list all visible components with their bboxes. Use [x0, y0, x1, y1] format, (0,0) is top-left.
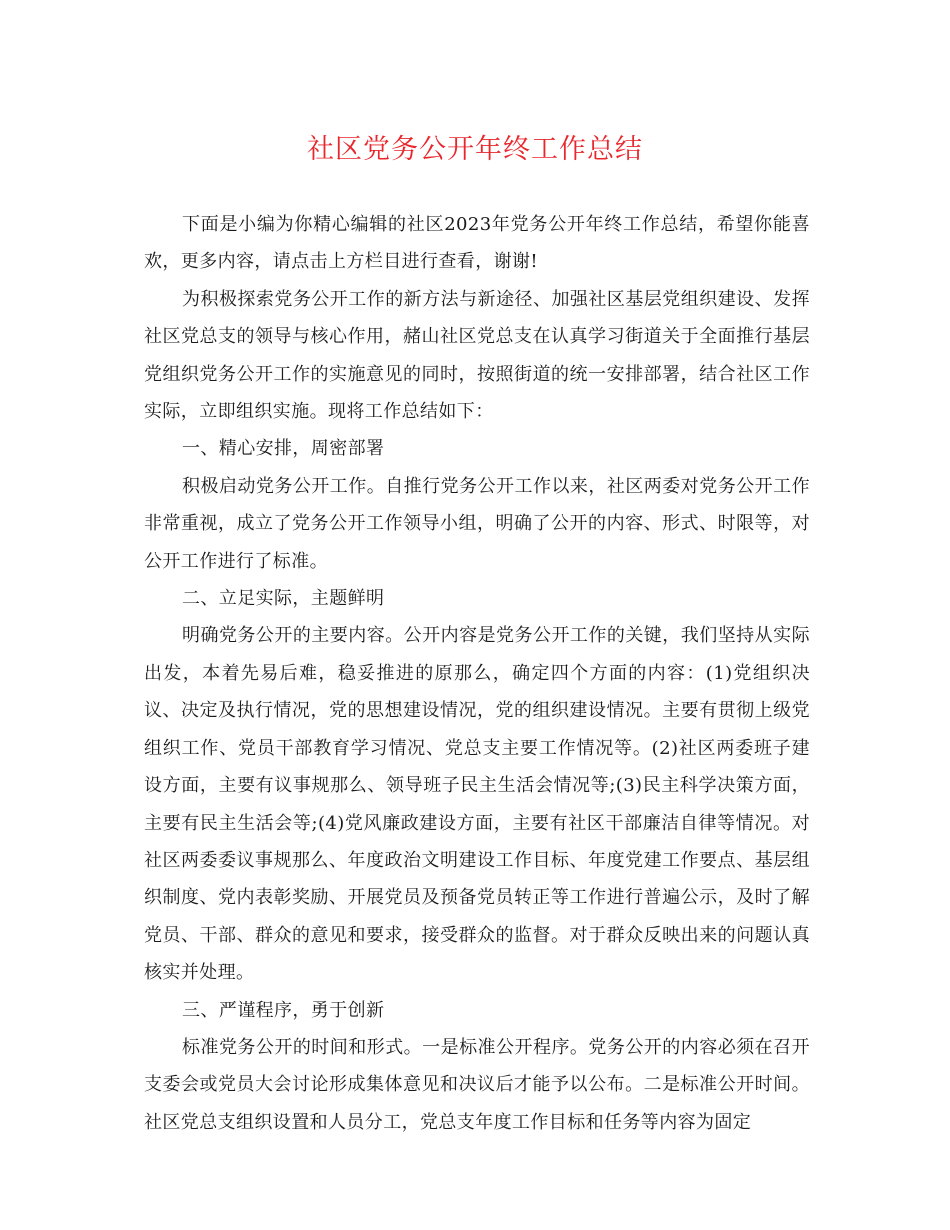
paragraph-overview: 为积极探索党务公开工作的新方法与新途径、加强社区基层党组织建设、发挥社区党总支的领导与核心作用，赭山社区党总支在认真学习街道关于全面推行基层党组织党务公开工作的实施意见的同时，按照街道的统一安排部署，结合社区工作实际，立即组织实施。现将工作总结如下：: [144, 288, 810, 423]
document-body: [144, 206, 810, 1141]
paragraph-section-2: 明确党务公开的主要内容。公开内容是党务公开工作的关键，我们坚持从实际出发，本着先易后难，稳妥推进的原那么，确定四个方面的内容：(1)党组织决议、决定及执行情况，党的思想建设情况，党的组织建设情况。主要有贯彻上级党组织工作、党员干部教育学习情况、党总支主要工作情况等。(2)社区两委班子建设方面，主要有议事规那么、领导班子民主生活会情况等;(3)民主科学决策方面，主要有民主生活会等;(4)党风廉政建设方面，主要有社区干部廉洁自律等情况。对社区两委委议事规那么、年度政治文明建设工作目标、年度党建工作要点、基层组织制度、党内表彰奖励、开展党员及预备党员转正等工作进行普遍公示，及时了解党员、干部、群众的意见和要求，接受群众的监督。对于群众反映出来的问题认真核实并处理。: [144, 625, 810, 984]
paragraph-intro: 下面是小编为你精心编辑的社区2023年党务公开年终工作总结，希望你能喜欢，更多内容，请点击上方栏目进行查看，谢谢!: [144, 214, 810, 273]
paragraph-section-1: 积极启动党务公开工作。自推行党务公开工作以来，社区两委对党务公开工作非常重视，成立了党务公开工作领导小组，明确了公开的内容、形式、时限等，对公开工作进行了标准。: [144, 475, 810, 572]
section-heading-1: 一、精心安排，周密部署: [182, 438, 385, 460]
paragraph-section-3: 标准党务公开的时间和形式。一是标准公开程序。党务公开的内容必须在召开支委会或党员大会讨论形成集体意见和决议后才能予以公布。二是标准公开时间。社区党总支组织设置和人员分工，党总支年度工作目标和任务等内容为固定: [144, 1036, 810, 1133]
section-heading-2: 二、立足实际，主题鲜明: [182, 588, 385, 610]
document-title: 社区党务公开年终工作总结: [307, 134, 643, 165]
section-heading-3: 三、严谨程序，勇于创新: [182, 999, 385, 1021]
